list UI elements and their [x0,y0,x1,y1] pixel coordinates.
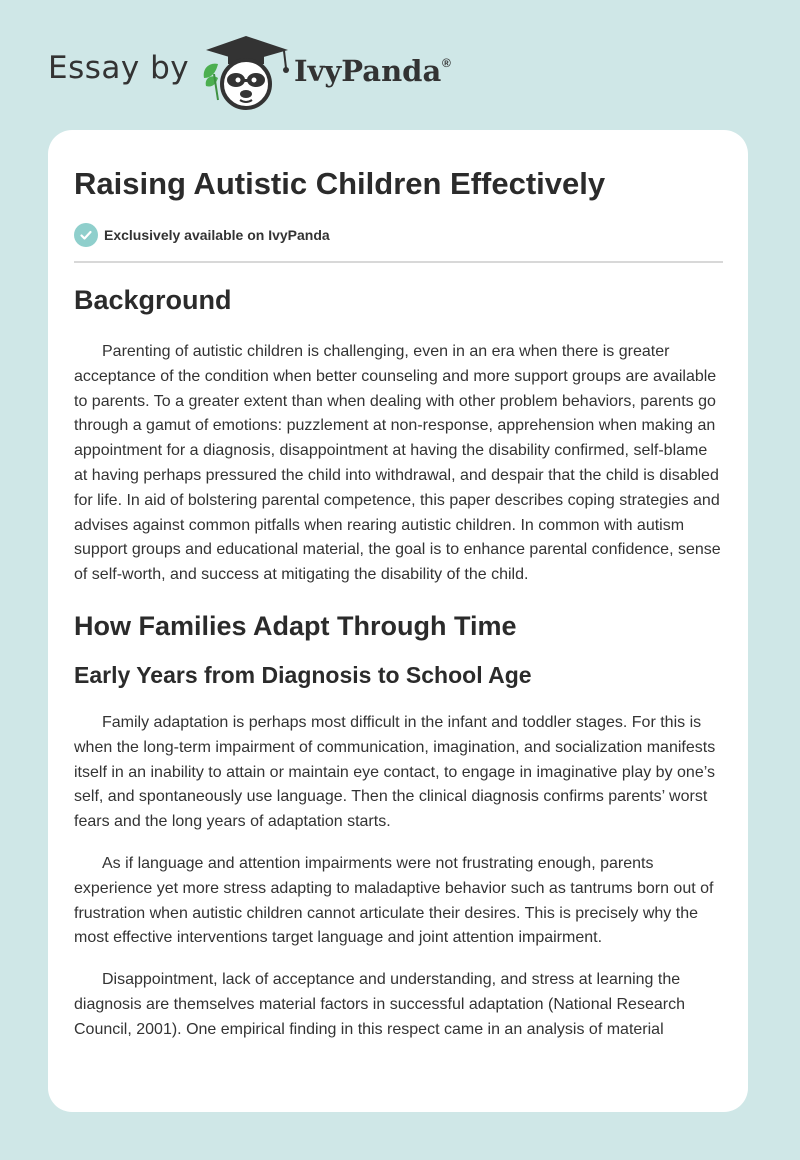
check-icon [74,223,98,247]
essay-title: Raising Autistic Children Effectively [74,166,606,201]
paragraph: As if language and attention impairments were not frustrating enough, parents experience yet more stress adapting to maladaptive behavior such as tantrums born out of frustration when autistic children cannot articulate their desires. This is precisely why the most effective interventions target language and joint attention impairment. [74,854,714,947]
heading-families-adapt: How Families Adapt Through Time [74,610,517,641]
paragraph: Parenting of autistic children is challenging, even in an era when there is greater acceptance of the condition when better counseling and more support groups are available to parents. To a greater extent than when dealing with other problem behaviors, parents go through a gamut of emotions: puzzlement at non-response, apprehension when making an appointment for a diagnosis, disappointment at having the disability confirmed, self-blame at having perhaps pressured the child into withdrawal, and despair that the child is disabled for life. In aid of bolstering parental competence, this paper describes coping strategies and advises against common pitfalls when rearing autistic children. In common with autism support groups and educational material, the goal is to enhance parental confidence, sense of self-worth, and success at mitigating the disability of the child. [74,343,721,584]
heading-background: Background [74,285,232,315]
brand-name[interactable]: IvyPanda [294,54,442,88]
exclusive-badge [74,222,330,248]
essay-by-label: Essay by [48,50,190,86]
divider [74,261,723,263]
exclusive-text: Exclusively available on IvyPanda [104,227,330,243]
paragraph: Family adaptation is perhaps most difficult in the infant and toddler stages. For this is when the long-term impairment of communication, imagination, and socialization manifests itself in an inability to attain or maintain eye contact, to engage in imaginative play by one’s self, and spontaneously use language. Then the clinical diagnosis confirms parents’ worst fears and the long years of adaptation starts. [74,713,716,831]
registered-mark: ® [442,56,451,70]
essay-card [48,130,748,1112]
subheading-early-years: Early Years from Diagnosis to School Age [74,661,532,688]
site-header [0,0,800,130]
panda-logo-icon[interactable] [200,34,292,110]
paragraph: Disappointment, lack of acceptance and understanding, and stress at learning the diagnosis are themselves material factors in successful adaptation (National Research Council, 2001). One empirical finding in this respect came in an analysis of material [74,971,685,1038]
essay-body [74,282,724,1043]
